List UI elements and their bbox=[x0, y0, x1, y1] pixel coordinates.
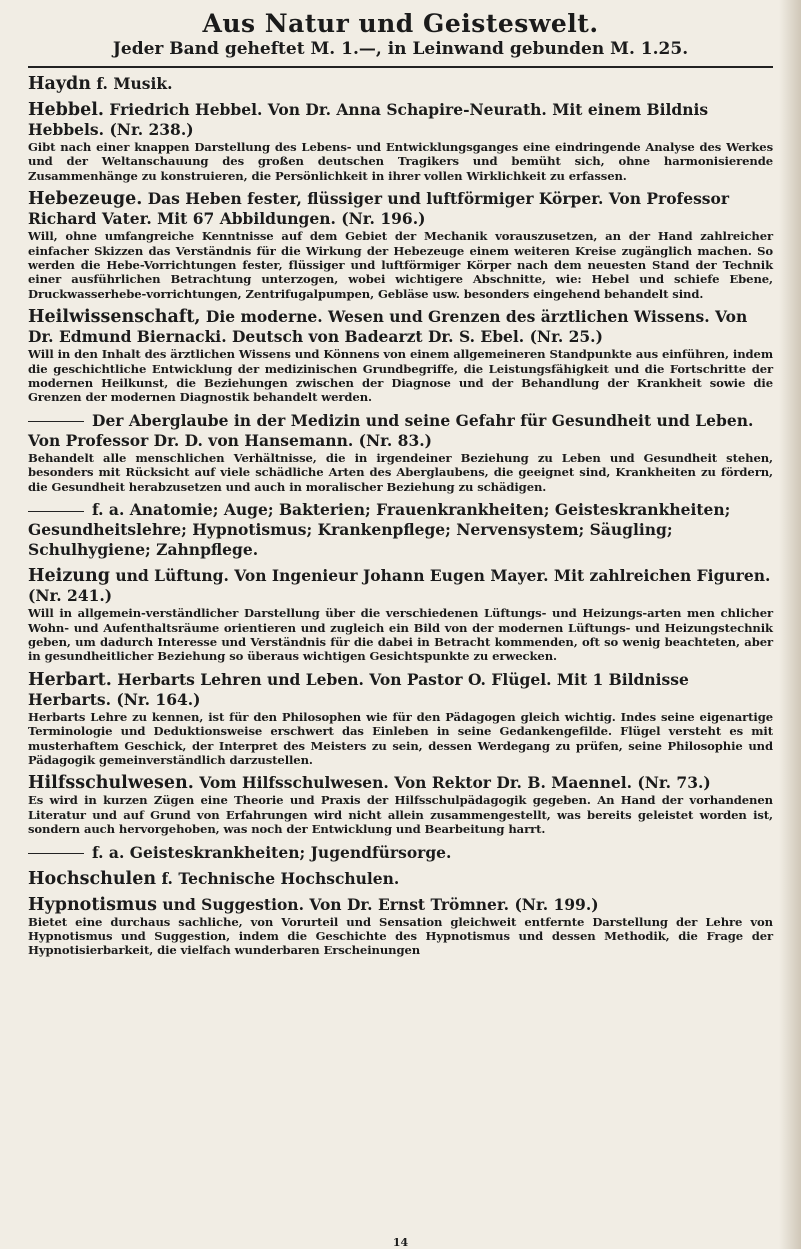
dash-rule bbox=[28, 421, 84, 422]
entry-keyword: Hilfsschulwesen. bbox=[28, 773, 194, 794]
entry-see-also-medizin bbox=[28, 500, 773, 560]
entry-description: Herbarts Lehre zu kennen, ist für den Philosophen wie für den Pädagogen gleich wichtig. Indes seine eigenartige Terminologie und Deduktionsweise erschwert das Einleben in seine Gedankengefilde. Flügel versteht es mit musterhaftem Geschick, der Interpret des Meisters zu sein, dessen Werdegang zu prüfen, seine Philosophie und Pädagogik gemeinverständlich darzustellen. bbox=[28, 709, 773, 767]
header-rule bbox=[28, 66, 773, 68]
entry-herbart bbox=[28, 670, 773, 768]
entry-keyword: Hebbel. bbox=[28, 100, 105, 120]
entry-heizung bbox=[28, 566, 773, 664]
entry-heading: Die moderne. Wesen und Grenzen des ärztlichen Wissens. Von Dr. Edmund Biernacki. Deutsch von Badearzt Dr. S. Ebel. (Nr. 25.) bbox=[28, 307, 748, 347]
dash-rule bbox=[28, 853, 84, 854]
entry-haydn bbox=[28, 74, 773, 94]
entry-keyword: Herbart. bbox=[28, 669, 112, 690]
entry-description: Gibt nach einer knappen Darstellung des Lebens- und Entwicklungsganges eine eindringende Analyse des Werkes und der Weltanschauung des großen deutschen Tragikers und bemüht sich, ohne harmonisierende Zusammenhänge zu konstruieren, die Persönlichkeit in ihrer vollen Wirklichkeit zu erfassen. bbox=[28, 140, 773, 183]
entry-hypnotismus bbox=[28, 895, 773, 958]
entry-description: Es wird in kurzen Zügen eine Theorie und Praxis der Hilfsschulpädagogik gegeben. An Hand der vorhandenen Literatur und auf Grund von Erfahrungen wird nicht allein zusammengestellt, was bereits geleistet worden ist, sondern auch hervorgehoben, was noch der Entwicklung und Bearbeitung harrt. bbox=[28, 793, 773, 837]
entry-hebezeuge bbox=[28, 189, 773, 301]
page-header bbox=[28, 10, 773, 60]
page-edge-shadow bbox=[779, 0, 801, 1249]
entry-keyword: Heilwissenschaft, bbox=[28, 307, 201, 328]
entry-heading: Vom Hilfsschulwesen. Von Rektor Dr. B. Maennel. (Nr. 73.) bbox=[193, 773, 711, 793]
entry-hochschulen bbox=[28, 869, 773, 889]
price-line: Jeder Band geheftet M. 1.—, in Leinwand gebunden M. 1.25. bbox=[112, 39, 689, 59]
entry-heading: f. a. Anatomie; Auge; Bakterien; Frauenkrankheiten; Geisteskrankheiten; Gesundheitslehre; Hypnotismus; Krankenpflege; Nervensystem; Säugling; Schulhygiene; Zahnpflege. bbox=[28, 500, 731, 560]
entry-description: Bietet eine durchaus sachliche, von Vorurteil und Sensation gleichweit entfernte Darstellung der Lehre von Hypnotismus und Suggestion, indem die Geschichte des Hypnotismus und dessen Methodik, die Frage der Hypnotisierbarkeit, die vielfach wunderbaren Erscheinungen bbox=[28, 914, 773, 958]
entry-keyword: Heizung bbox=[28, 566, 110, 587]
entry-heading: f. Musik. bbox=[91, 74, 173, 93]
dash-rule bbox=[28, 511, 84, 512]
entry-heading: Friedrich Hebbel. Von Dr. Anna Schapire-Neurath. Mit einem Bildnis Hebbels. (Nr. 238.) bbox=[28, 100, 709, 139]
entry-description: Will in den Inhalt des ärztlichen Wissens und Könnens von einem allgemeineren Standpunkte aus einführen, indem die geschichtliche Entwicklung der medizinischen Grundbegriffe, die Leistungsfähigkeit und die Fortschritte der modernen Heilkunst, die Beziehungen zwischen der Diagnose und der Behandlung der Krankheit sowie die Grenzen der modernen Diagnostik behandelt werden. bbox=[28, 347, 773, 405]
entry-description: Will, ohne umfangreiche Kenntnisse auf dem Gebiet der Mechanik vorauszusetzen, an der Hand zahlreicher einfacher Skizzen das Verständnis für die Wirkung der Hebezeuge einem weiteren Kreise zugänglich machen. So werden die Hebe-Vorrichtungen fester, flüssiger und luftförmiger Körper nach dem neuesten Stand der Technik einer ausführlichen Betrachtung unterzogen, wobei wichtigere Abschnitte, wie: Hebel und schiefe Ebene, Druckwasserhebe-vorrichtungen, Zentrifugalpumpen, Gebläse usw. besonders eingehend behandelt sind. bbox=[28, 229, 773, 301]
entry-heading: und Lüftung. Von Ingenieur Johann Eugen Mayer. Mit zahlreichen Figuren. (Nr. 241.) bbox=[28, 566, 771, 606]
entry-heading: f. Technische Hochschulen. bbox=[156, 868, 400, 888]
page-number: 14 bbox=[392, 1236, 409, 1249]
entry-hilfsschulwesen bbox=[28, 773, 773, 836]
entry-heilwissenschaft bbox=[28, 307, 773, 405]
entry-heading: Herbarts Lehren und Leben. Von Pastor O. Flügel. Mit 1 Bildnisse Herbarts. (Nr. 164.) bbox=[28, 669, 689, 709]
entry-list bbox=[28, 74, 773, 958]
entry-heading: Das Heben fester, flüssiger und luftförmiger Körper. Von Professor Richard Vater. Mit 67 Abbildungen. (Nr. 196.) bbox=[28, 189, 730, 229]
series-title: Aus Natur und Geisteswelt. bbox=[202, 9, 599, 38]
entry-description: Behandelt alle menschlichen Verhältnisse, die in irgendeiner Beziehung zu Leben und Gesundheit stehen, besonders mit Rücksicht auf viele schädliche Arten des Aberglaubens, die geeignet sind, Krankheiten zu fördern, die Gesundheit herabzusetzen und auch in moralischer Beziehung zu schädigen. bbox=[28, 450, 773, 494]
entry-keyword: Haydn bbox=[28, 74, 92, 94]
entry-keyword: Hypnotismus bbox=[28, 894, 158, 915]
entry-description: Will in allgemein-verständlicher Darstellung über die verschiedenen Lüftungs- und Heizungs-arten men chlicher Wohn- und Aufenthaltsräume orientieren und zugleich ein Bild von der modernen Lüftungs- und Heizungstechnik geben, um dadurch Interesse und Verständnis für die dabei in Betracht kommenden, oft so wenig beachteten, aber in gesundheitlicher Beziehung so überaus wichtigen Gesichtspunkte zu erwecken. bbox=[28, 606, 773, 664]
entry-hebbel bbox=[28, 100, 773, 183]
entry-keyword: Hochschulen bbox=[28, 868, 157, 889]
entry-heading: und Suggestion. Von Dr. Ernst Trömner. (Nr. 199.) bbox=[157, 894, 599, 914]
entry-see-also-hilfsschule bbox=[28, 843, 773, 863]
entry-heading: Der Aberglaube in der Medizin und seine Gefahr für Gesundheit und Leben. Von Professor Dr. D. von Hansemann. (Nr. 83.) bbox=[28, 410, 754, 450]
entry-heading: f. a. Geisteskrankheiten; Jugendfürsorge. bbox=[92, 842, 452, 862]
entry-keyword: Hebezeuge. bbox=[28, 189, 143, 210]
entry-aberglaube bbox=[28, 411, 773, 494]
